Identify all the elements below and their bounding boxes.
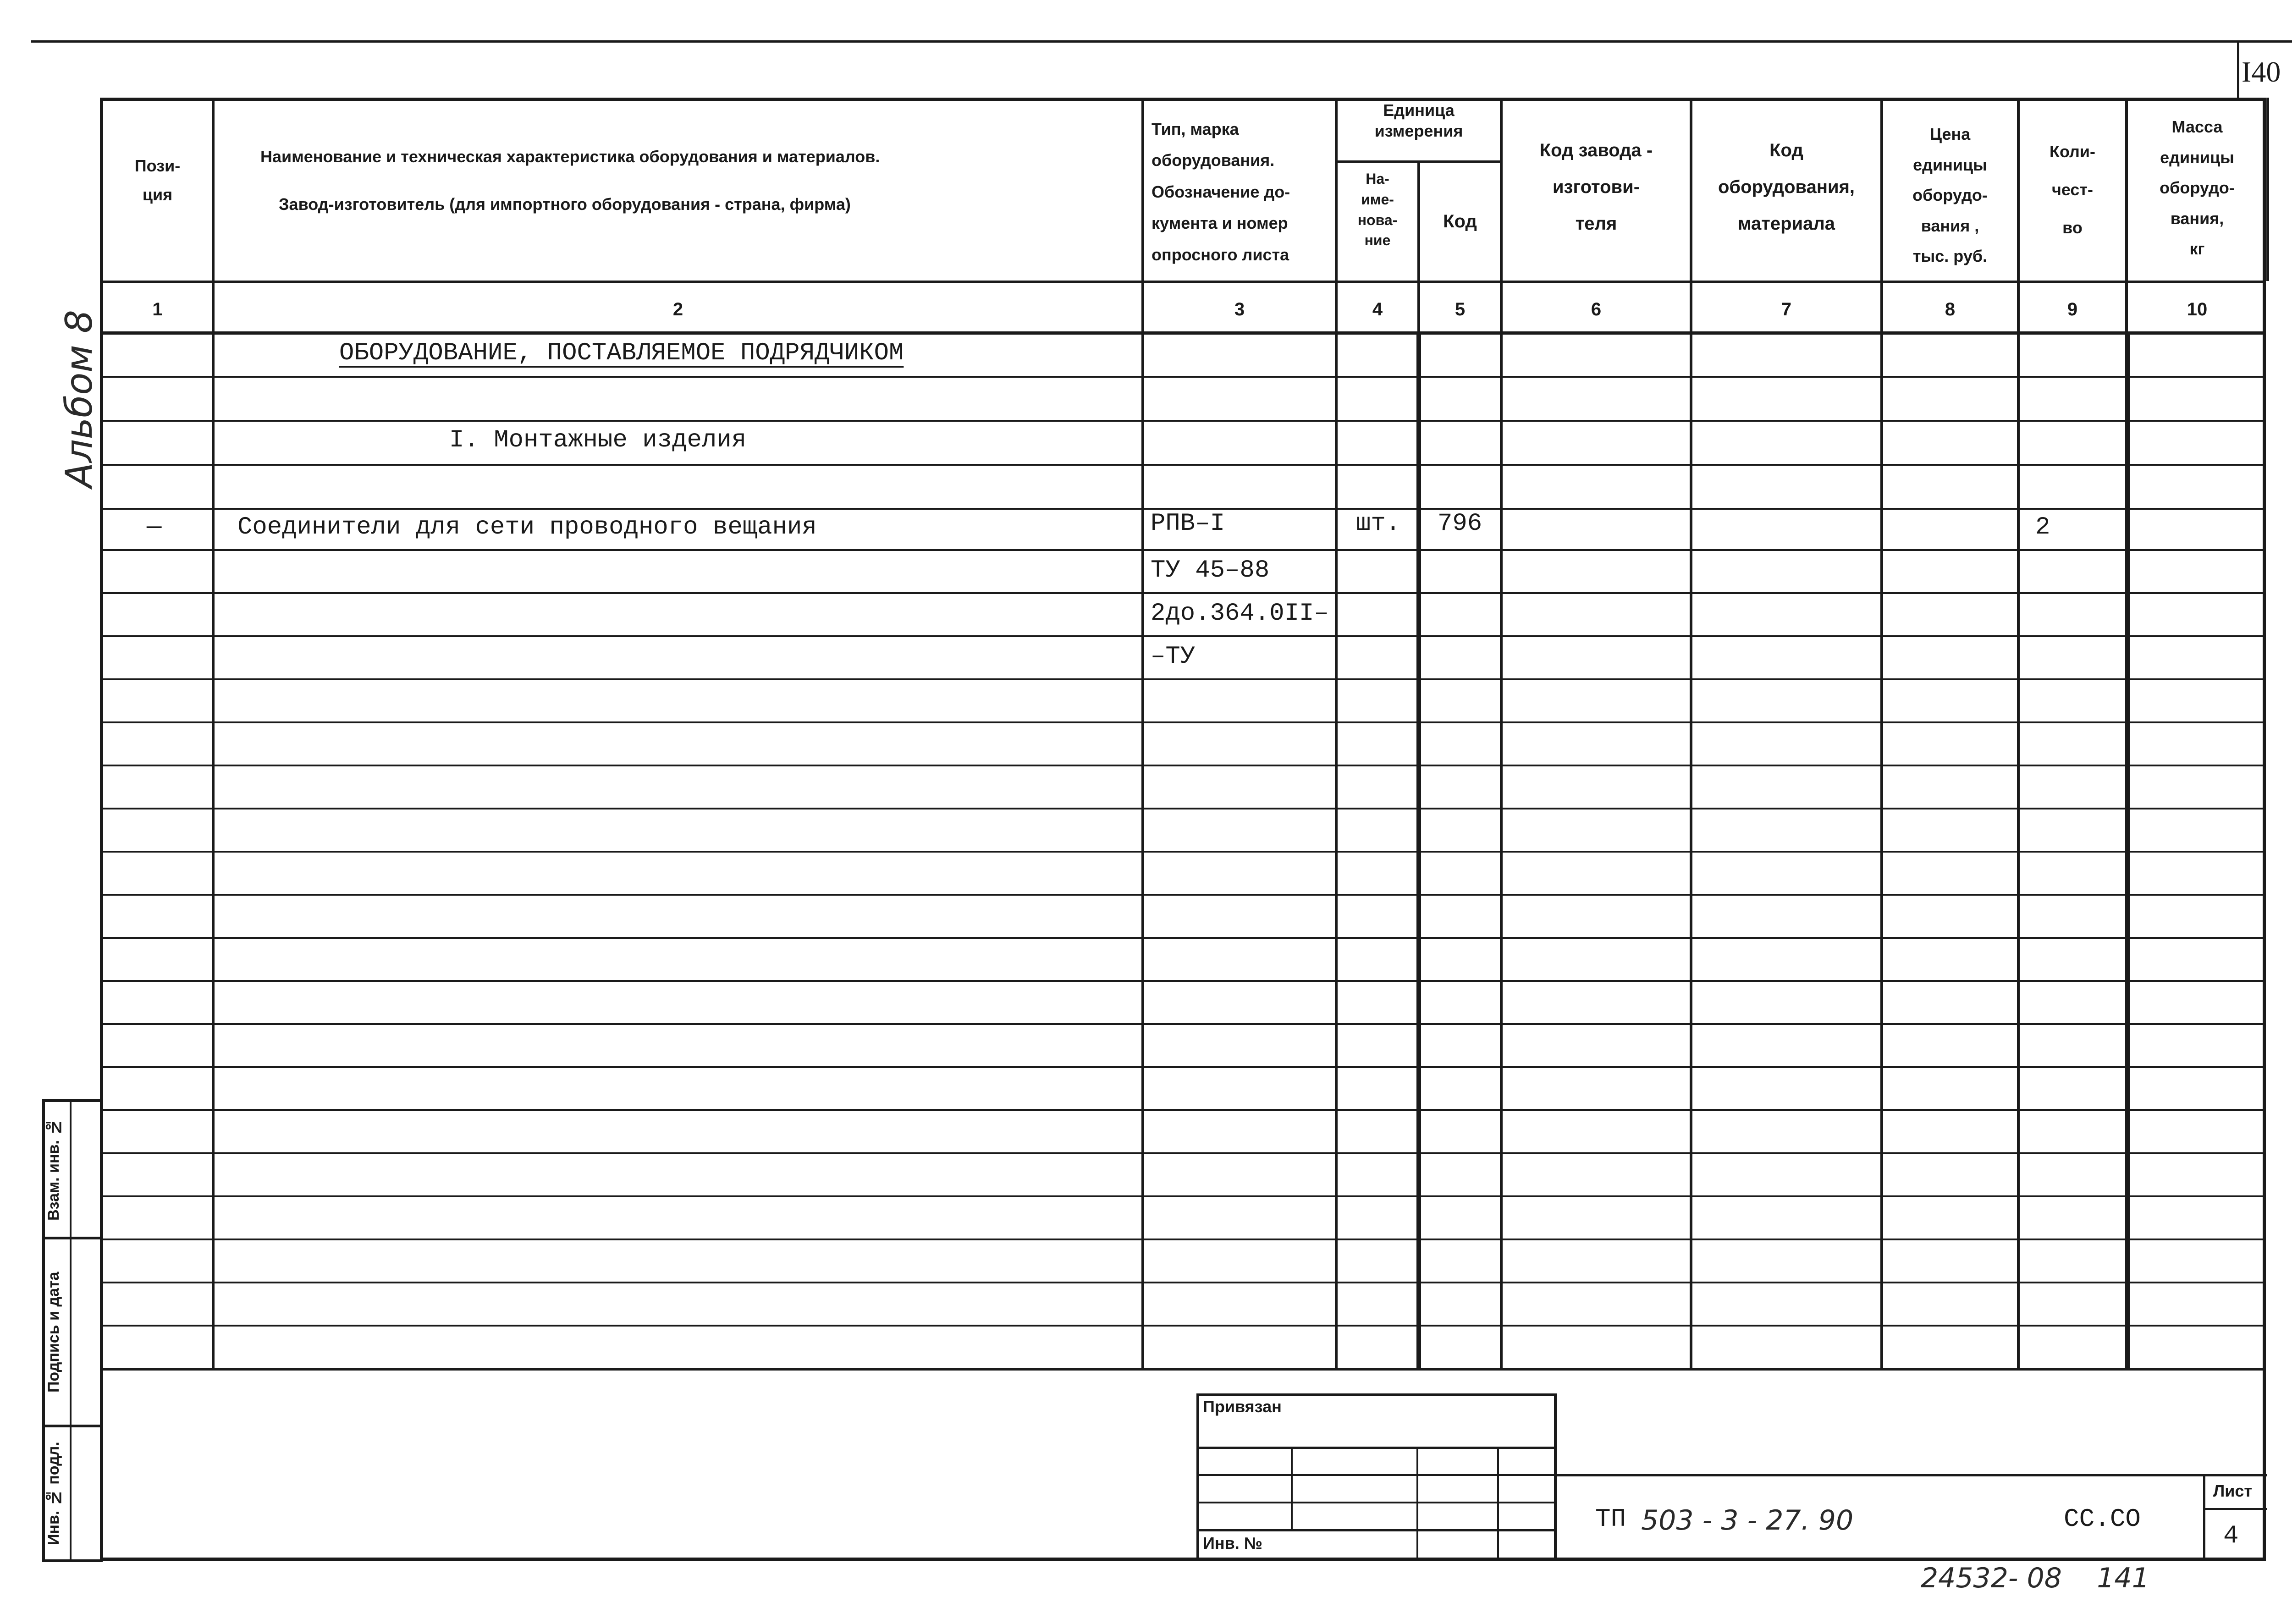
col-number-9: 9 — [2067, 299, 2078, 319]
sheet-label: Лист — [2213, 1481, 2253, 1500]
header-manufacturer-code: Код завода - изготови- теля — [1539, 140, 1653, 234]
item-name: Соединители для сети проводного вещания — [237, 513, 817, 541]
sheet-value: 4 — [2223, 1521, 2239, 1550]
header-quantity: Коли- чест- во — [2049, 142, 2096, 237]
sheet-number-top: I40 — [2242, 55, 2281, 88]
col-number-10: 10 — [2187, 299, 2208, 319]
header-price: Цена единицы оборудо- вания , тыс. руб. — [1912, 125, 1988, 266]
bound-label: Привязан — [1203, 1397, 1282, 1416]
header-mass: Масса единицы оборудо- вания, кг — [2160, 117, 2235, 259]
header-unit-code: Код — [1443, 211, 1477, 231]
inv-label: Инв. № — [1203, 1534, 1262, 1552]
margin-handwriting: Альбом 8 — [58, 310, 100, 488]
sheet-number-box-left — [2237, 40, 2239, 98]
section-title: ОБОРУДОВАНИЕ, ПОСТАВЛЯЕМОЕ ПОДРЯДЧИКОМ — [339, 339, 904, 367]
top-rule — [31, 40, 2292, 43]
col-number-6: 6 — [1591, 299, 1602, 319]
stamp-replacement-inv: Взам. инв. № — [45, 1118, 62, 1221]
stamp-signature-date: Подпись и дата — [45, 1272, 62, 1393]
item-type-line-1: РПВ–I — [1151, 510, 1225, 538]
col-number-3: 3 — [1234, 299, 1245, 319]
subsection-title: I. Монтажные изделия — [449, 426, 747, 454]
item-type-line-4: –ТУ — [1151, 643, 1196, 671]
item-position: — — [147, 513, 162, 541]
col-number-7: 7 — [1781, 299, 1792, 319]
header-type: Тип, марка оборудования. Обозначение до- кумента и номер опросного листа — [1152, 120, 1290, 264]
doc-prefix: ТП — [1595, 1504, 1626, 1534]
item-quantity: 2 — [2035, 513, 2050, 541]
bottom-code: 24532- 08 141 — [1921, 1562, 2149, 1594]
header-unit-name: На- име- нова- ние — [1357, 171, 1398, 249]
col-number-4: 4 — [1372, 299, 1383, 319]
item-unit-code: 796 — [1438, 510, 1482, 538]
col-number-5: 5 — [1455, 299, 1466, 319]
col-number-8: 8 — [1945, 299, 1956, 319]
item-type-line-3: 2до.364.0II– — [1151, 600, 1329, 628]
item-type-line-2: ТУ 45–88 — [1151, 556, 1270, 584]
col-number-2: 2 — [672, 299, 683, 319]
doc-code: 503 - 3 - 27. 90 — [1641, 1504, 1854, 1536]
stamp-original-inv: Инв. № подл. — [45, 1442, 62, 1545]
header-unit: Единица измерения — [1374, 101, 1463, 140]
header-position: Пози- ция — [134, 156, 181, 204]
item-unit-name: шт. — [1356, 510, 1401, 538]
header-equipment-code: Код оборудования, материала — [1718, 140, 1855, 234]
header-name: Наименование и техническая характеристика оборудования и материалов. Завод-изготовитель (для импортного оборудования - страна, фирма) — [260, 147, 880, 214]
col-number-1: 1 — [152, 299, 163, 319]
doc-mark: СС.СО — [2064, 1504, 2141, 1534]
